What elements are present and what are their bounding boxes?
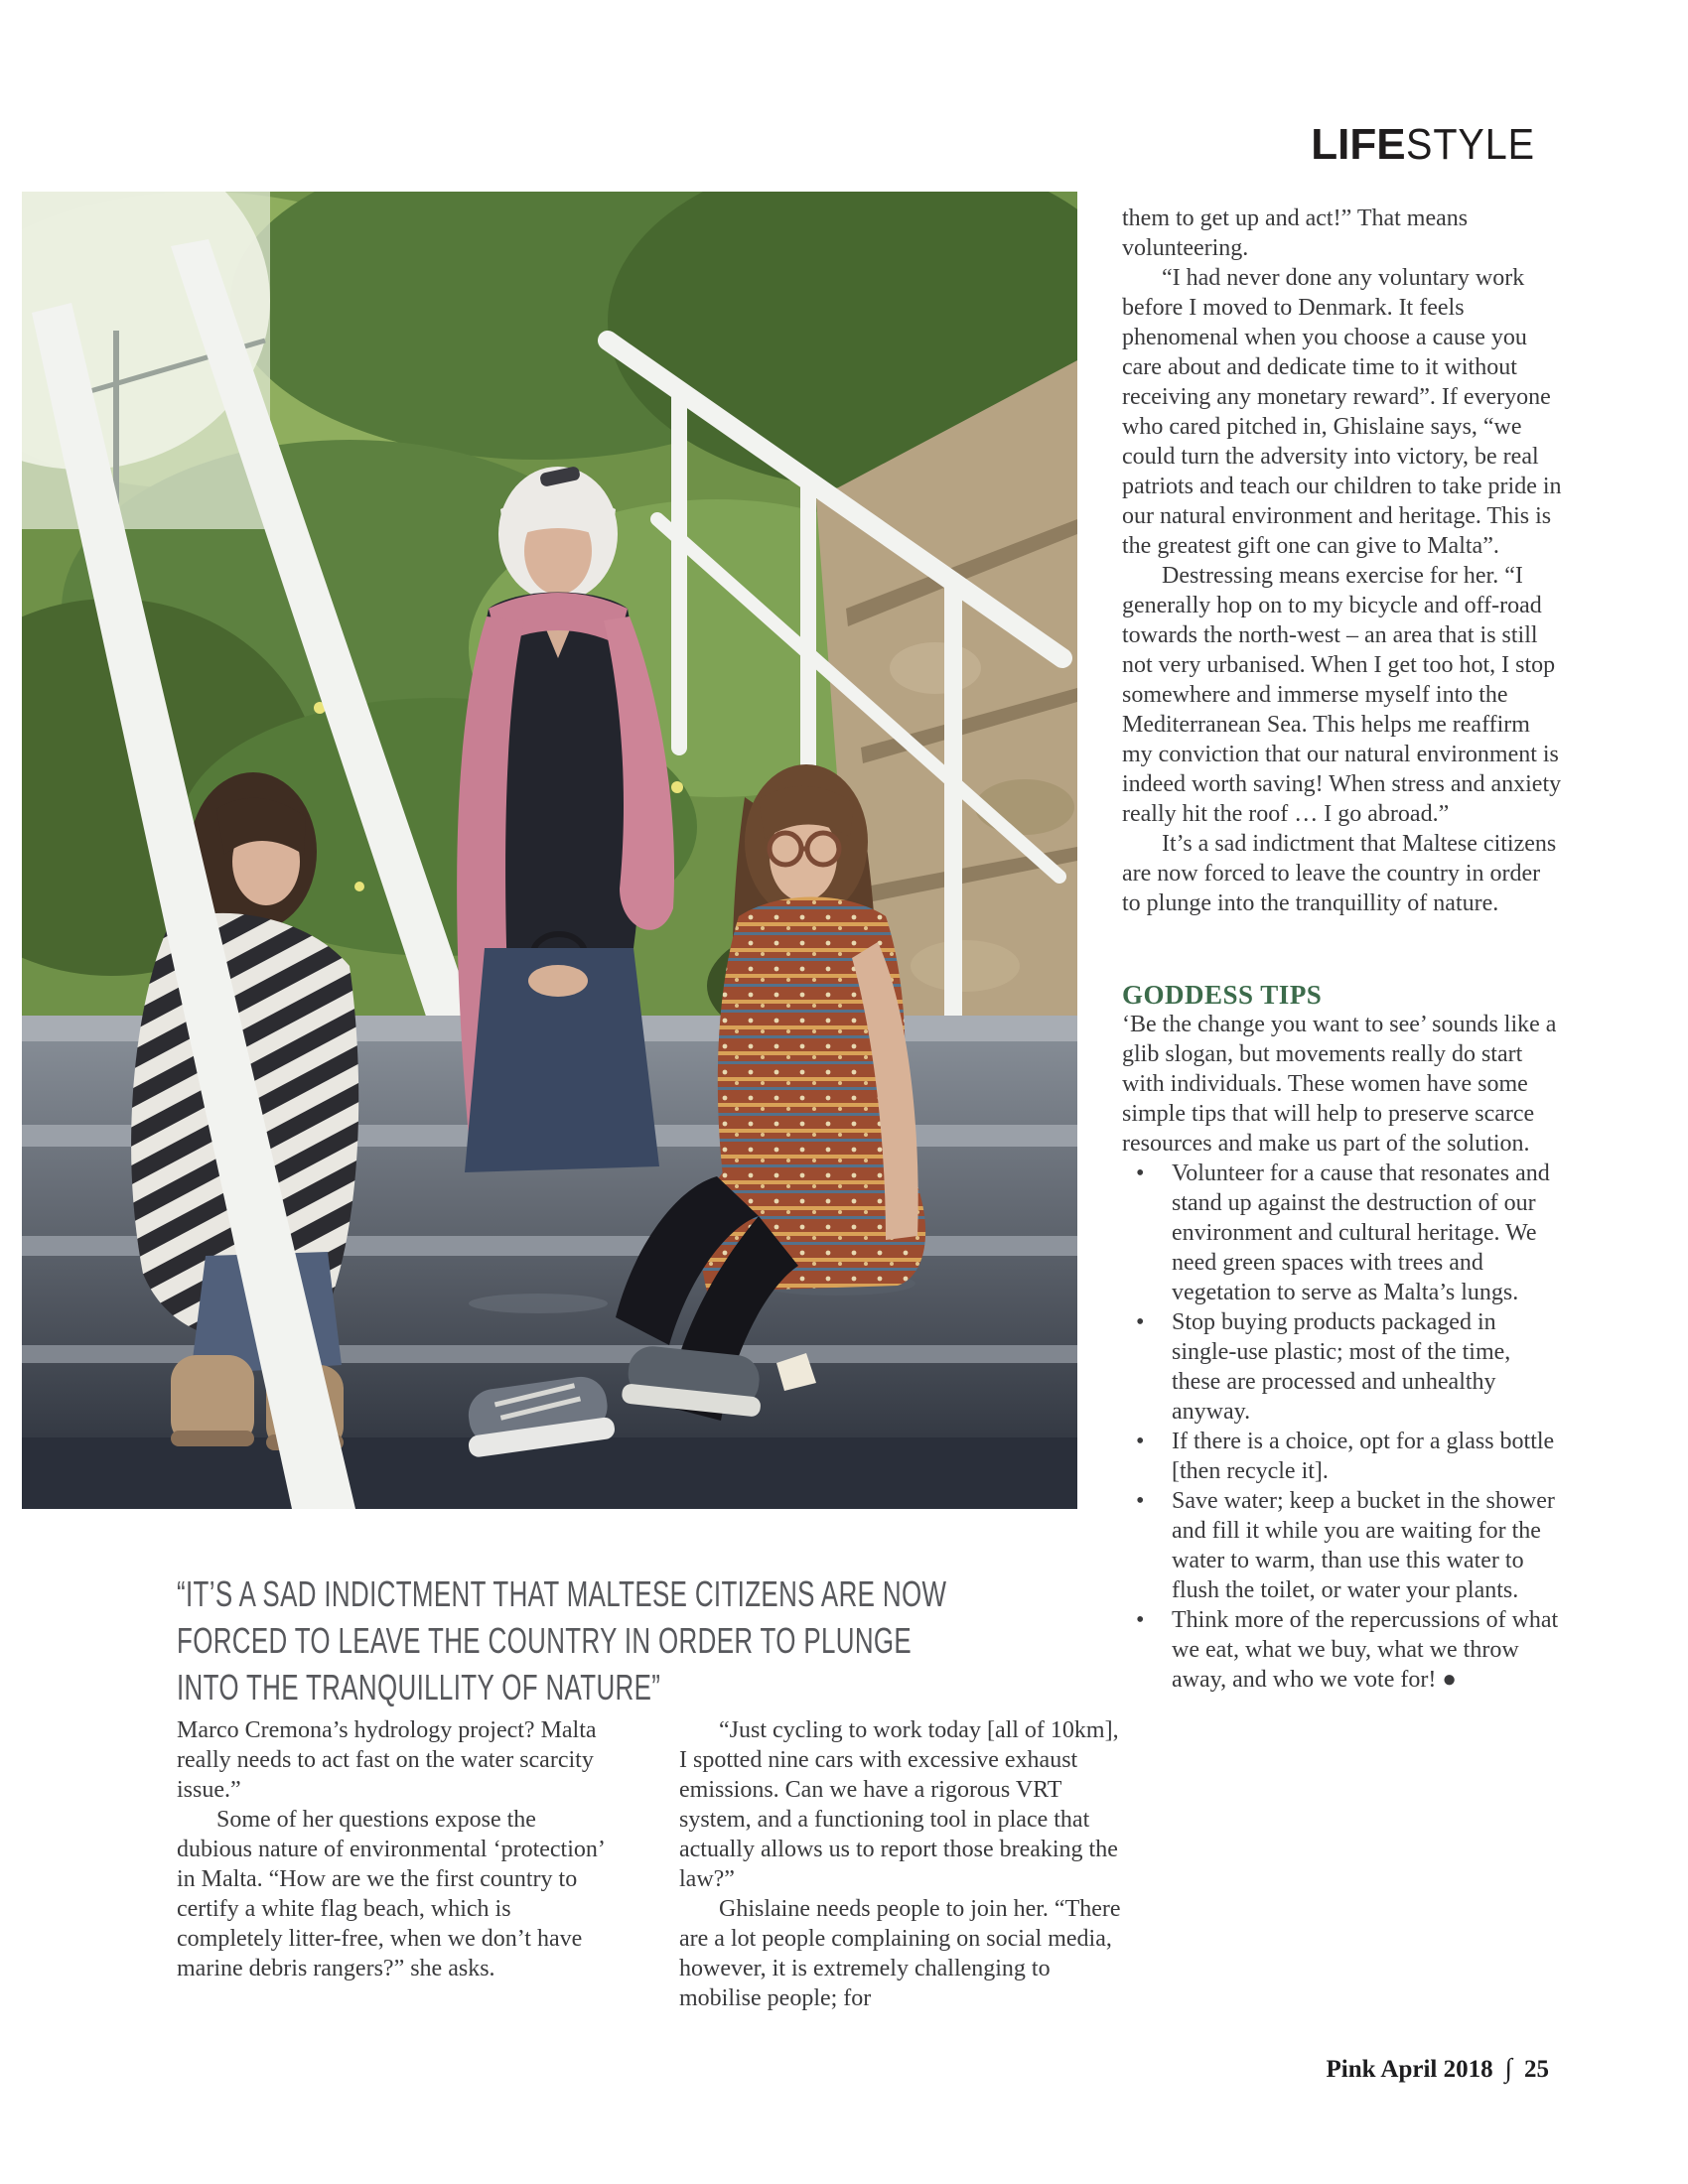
pull-quote xyxy=(177,1570,1150,1710)
body-paragraph: Marco Cremona’s hydrology project? Malta really needs to act fast on the water scarcity issue.” xyxy=(177,1717,597,1803)
pull-quote-line: FORCED TO LEAVE THE COUNTRY IN ORDER TO PLUNGE xyxy=(177,1620,913,1661)
bottom-text-columns xyxy=(177,1715,1128,2013)
footer-page-number: 25 xyxy=(1524,2056,1549,2083)
body-paragraph: Destressing means exercise for her. “I generally hop on to my bicycle and off-road towards the north-west – an area that is still not very urbanised. When I get too hot, I stop somewhere and immerse myself into the Mediterranean Sea. This helps me reaffirm my conviction that our natural environment is indeed worth saving! When stress and anxiety really hit the roof … I go abroad.” xyxy=(1122,563,1562,827)
goddess-tips-heading: GODDESS TIPS xyxy=(1122,980,1323,1010)
tips-list xyxy=(1122,1159,1564,1695)
bottom-column-2 xyxy=(679,1715,1128,2013)
tips-intro: ‘Be the change you want to see’ sounds like a glib slogan, but movements really do start with individuals. These women have some simple tips that will help to preserve scarce resources and make us part of the solution. xyxy=(1122,1012,1557,1157)
photo-illustration xyxy=(22,192,1077,1509)
tips-item: • Volunteer for a cause that resonates and stand up against the destruction of our environment and cultural heritage. We need green spaces with trees and vegetation to serve as Malta’s lungs. xyxy=(1122,1159,1564,1307)
body-paragraph: “I had never done any voluntary work before I moved to Denmark. It feels phenomenal when you choose a cause you care about and dedicate time to it without receiving any monetary reward”. If everyone who cared pitched in, Ghislaine says, “we could turn the adversity into victory, be real patriots and teach our children to take pride in our natural environment and heritage. This is the greatest gift one can give to Malta”. xyxy=(1122,265,1562,559)
footer-separator: ∫ xyxy=(1504,2053,1512,2083)
pull-quote-line: “IT’S A SAD INDICTMENT THAT MALTESE CITIZENS ARE NOW xyxy=(177,1573,947,1614)
body-paragraph: “Just cycling to work today [all of 10km], I spotted nine cars with excessive exhaust emissions. Can we have a rigorous VRT system, and a functioning tool in place that actually allows us to report those breaking the law?” xyxy=(679,1717,1119,1892)
bottom-column-1 xyxy=(177,1715,614,2013)
tips-item: • Stop buying products packaged in single-use plastic; most of the time, these are processed and unhealthy anyway. xyxy=(1122,1307,1564,1427)
page-footer xyxy=(1327,2053,1550,2084)
photo-three-women-on-steps xyxy=(22,192,1077,1509)
right-text-column xyxy=(1122,204,1564,1695)
tips-item: • Save water; keep a bucket in the shower and fill it while you are waiting for the water to warm, than use this water to flush the toilet, or water your plants. xyxy=(1122,1486,1564,1605)
body-paragraph: Some of her questions expose the dubious nature of environmental ‘protection’ in Malta. “How are we the first country to certify a white flag beach, which is completely litter-free, when we don’t have marine debris rangers?” she asks. xyxy=(177,1807,605,1981)
tips-item: • Think more of the repercussions of what we eat, what we buy, what we throw away, and who we vote for! ● xyxy=(1122,1605,1564,1695)
body-paragraph: them to get up and act!” That means volunteering. xyxy=(1122,205,1469,261)
footer-magazine-issue: Pink April 2018 xyxy=(1326,2056,1493,2083)
body-paragraph: It’s a sad indictment that Maltese citizens are now forced to leave the country in order to plunge into the tranquillity of nature. xyxy=(1122,831,1557,916)
pull-quote-line: INTO THE TRANQUILLITY OF NATURE” xyxy=(177,1667,661,1707)
body-paragraph: Ghislaine needs people to join her. “There are a lot people complaining on social media, however, it is extremely challenging to mobilise people; for xyxy=(679,1896,1121,2011)
masthead-life: LIFE xyxy=(1311,120,1406,169)
section-masthead xyxy=(1311,120,1549,169)
tips-item: • If there is a choice, opt for a glass bottle [then recycle it]. xyxy=(1122,1427,1564,1486)
masthead-style: STYLE xyxy=(1405,120,1535,169)
